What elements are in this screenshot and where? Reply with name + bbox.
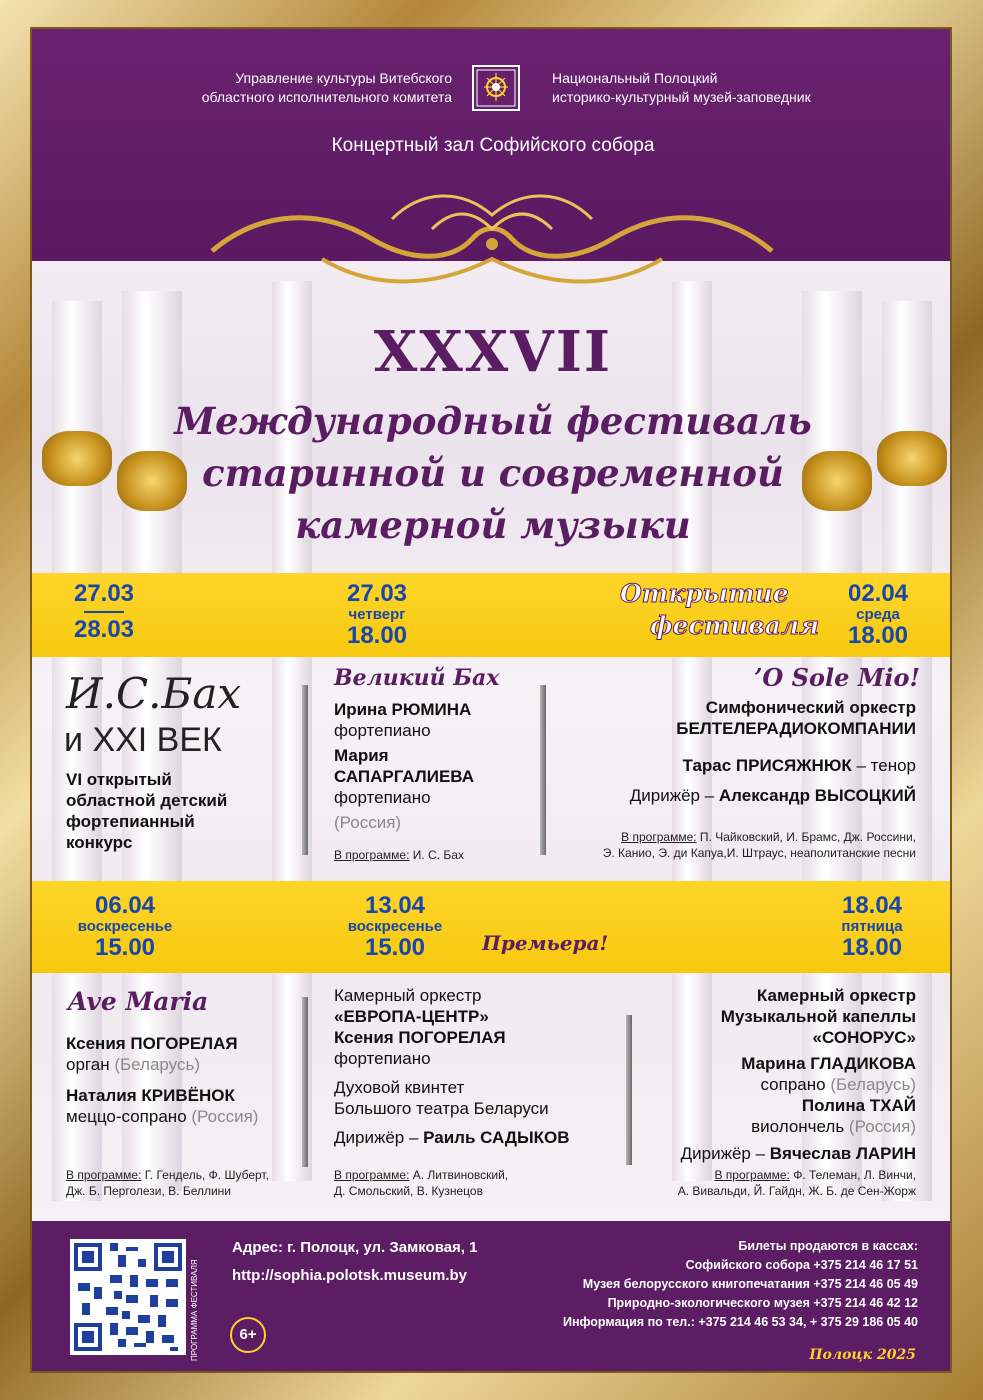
block4-p2-country: (Россия) (191, 1107, 259, 1126)
block3-program-label: В программе: (621, 830, 697, 844)
block4-program-label: В программе: (66, 1168, 142, 1182)
block4-p2-role: меццо-сопрано (66, 1107, 192, 1126)
org-right-line1: Национальный Полоцкий (552, 70, 718, 86)
date-1-dash (84, 611, 124, 613)
block2-program-label: В программе: (334, 848, 410, 862)
org-left-line2: областного исполнительного комитета (201, 89, 452, 105)
block4-p1-country: (Беларусь) (114, 1055, 200, 1074)
block6-p1-name: Марина ГЛАДИКОВА (741, 1054, 916, 1073)
date-4-time: 15.00 (94, 934, 156, 961)
block6-program (678, 1167, 916, 1199)
block4-heading: Ave Maria (68, 987, 209, 1016)
block6-p2-role: виолончель (751, 1117, 849, 1136)
block6-p1-role: сопрано (760, 1075, 831, 1094)
block2-heading: Великий Бах (334, 665, 500, 691)
block6-orch2: Музыкальной капеллы (720, 1007, 916, 1026)
date-6 (822, 893, 922, 961)
block6-orch1: Камерный оркестр (756, 986, 916, 1005)
block3-program-line2: Э. Канио, Э. ди Капуа,И. Штраус, неаполитанские песни (602, 846, 916, 860)
tickets-title: Билеты продаются в кассах: (738, 1239, 918, 1253)
block2-p2-country: (Россия) (334, 813, 402, 832)
date-3-weekday: среда (856, 606, 900, 623)
block2-p2-name1: Мария (334, 746, 389, 765)
block4-p1-name: Ксения ПОГОРЕЛАЯ (66, 1034, 238, 1053)
date-6-time: 18.00 (841, 934, 903, 961)
competition-desc (66, 769, 227, 853)
date-5 (330, 893, 460, 961)
block5-cond-label: Дирижёр – (334, 1128, 424, 1147)
date-4-weekday: воскресенье (77, 918, 173, 935)
qr-code[interactable] (70, 1239, 186, 1355)
museum-logo-icon (470, 63, 522, 113)
date-1 (64, 581, 144, 643)
divider-3 (302, 997, 308, 1167)
title-line3: камерной музыки (295, 503, 691, 547)
age-rating-badge: 6+ (230, 1317, 266, 1353)
address: Адрес: г. Полоцк, ул. Замковая, 1 (232, 1239, 478, 1256)
block3-orch1: Симфонический оркестр (705, 698, 916, 717)
block2-p2-name2: САПАРГАЛИЕВА (334, 767, 474, 786)
date-2 (332, 581, 422, 649)
date-5-time: 15.00 (364, 934, 426, 961)
block2-program-text: И. С. Бах (412, 848, 464, 862)
date-4 (60, 893, 190, 961)
tickets-line2: Музея белорусского книгопечатания +375 214 46 05 49 (582, 1277, 918, 1291)
concert-hall: Концертный зал Софийского собора (331, 135, 655, 156)
org-left (72, 69, 452, 107)
block6-p1-country: (Беларусь) (830, 1075, 916, 1094)
premiere-label: Премьера! (482, 931, 609, 955)
competition-desc-3: фортепианный (66, 812, 195, 831)
tickets-line1: Софийского собора +375 214 46 17 51 (685, 1258, 918, 1272)
website-link[interactable]: http://sophia.polotsk.museum.by (232, 1267, 468, 1284)
block3-tenor-name: Тарас ПРИСЯЖНЮК (682, 756, 852, 775)
org-right (552, 69, 912, 107)
bach-logo-line1: И.С.Бах (66, 669, 242, 718)
block5-program (334, 1167, 508, 1199)
block3-tenor-role: – тенор (851, 756, 916, 775)
block5-program-label: В программе: (334, 1168, 410, 1182)
block6-body (681, 1053, 916, 1164)
date-2-weekday: четверг (348, 606, 406, 623)
title-line1: Международный фестиваль (174, 399, 812, 443)
date-6-day: 18.04 (841, 892, 903, 919)
date-3-day: 02.04 (847, 580, 909, 607)
date-1-end: 28.03 (73, 616, 135, 643)
block6-cond-label: Дирижёр – (680, 1144, 770, 1163)
block5-p1-role: фортепиано (334, 1049, 431, 1068)
block4-body (66, 1033, 258, 1127)
block2-program (334, 847, 464, 863)
block3-program-line1: П. Чайковский, И. Брамс, Дж. Россини, (696, 830, 916, 844)
ornament-flourish (202, 189, 782, 299)
date-4-day: 06.04 (94, 892, 156, 919)
block6-orch3: «СОНОРУС» (812, 1028, 916, 1047)
block3-heading: ’O Sole Mio! (754, 663, 920, 692)
block3-orchestra (676, 697, 916, 739)
org-left-line1: Управление культуры Витебского (235, 70, 452, 86)
poster (30, 27, 952, 1373)
divider-1 (302, 685, 308, 855)
block6-cond-name: Вячеслав ЛАРИН (769, 1144, 916, 1163)
block5-quint2: Большого театра Беларуси (334, 1099, 549, 1118)
block6-p2-country: (Россия) (848, 1117, 916, 1136)
block6-p2-name: Полина ТХАЙ (801, 1096, 916, 1115)
block4-p2-name: Наталия КРИВЁНОК (66, 1086, 235, 1105)
block5-orch2: «ЕВРОПА-ЦЕНТР» (334, 1007, 489, 1026)
date-3-time: 18.00 (847, 622, 909, 649)
block5-program-line1: А. Литвиновский, (409, 1168, 509, 1182)
block3-orch2: БЕЛТЕЛЕРАДИОКОМПАНИИ (676, 719, 916, 738)
block6-program-line1: Ф. Телеман, Л. Винчи, (789, 1168, 916, 1182)
date-2-time: 18.00 (346, 622, 408, 649)
block6-orchestra (721, 985, 916, 1048)
date-3 (832, 581, 924, 649)
block5-quint1: Духовой квинтет (334, 1078, 465, 1097)
festival-number: XXXVII (373, 319, 613, 385)
block2-p2-role: фортепиано (334, 788, 431, 807)
block4-program-line2: Дж. Б. Перголези, В. Беллини (66, 1184, 232, 1198)
block5-body (334, 985, 570, 1148)
block4-program (66, 1167, 269, 1199)
opening-line2: фестиваля (650, 611, 820, 640)
block5-cond-name: Раиль САДЫКОВ (423, 1128, 570, 1147)
competition-desc-2: областной детский (66, 791, 228, 810)
competition-desc-1: VI открытый (66, 770, 172, 789)
block3-program (603, 829, 916, 861)
block3-tenor (682, 755, 916, 776)
date-5-weekday: воскресенье (347, 918, 443, 935)
block5-program-line2: Д. Смольский, В. Кузнецов (334, 1184, 483, 1198)
block3-cond-name: Александр ВЫСОЦКИЙ (718, 786, 916, 805)
competition-desc-4: конкурс (66, 833, 133, 852)
opening-line1: Открытие (620, 579, 789, 608)
block4-program-line1: Г. Гендель, Ф. Шуберт, (141, 1168, 269, 1182)
qr-label: ПРОГРАММА ФЕСТИВАЛЯ (190, 1259, 199, 1361)
title-line2: старинной и современной (202, 451, 784, 495)
tickets-info (458, 1237, 918, 1332)
bach-logo-line2: и XXI ВЕК (64, 721, 222, 759)
divider-2 (540, 685, 546, 855)
city-year: Полоцк 2025 (809, 1347, 916, 1363)
block5-p1-name: Ксения ПОГОРЕЛАЯ (334, 1028, 506, 1047)
block6-program-label: В программе: (714, 1168, 790, 1182)
block5-orch1: Камерный оркестр (334, 986, 482, 1005)
block2-p1-role: фортепиано (334, 721, 431, 740)
org-right-line2: историко-культурный музей-заповедник (552, 89, 811, 105)
date-5-day: 13.04 (364, 892, 426, 919)
date-1-start: 27.03 (73, 580, 135, 607)
block4-p1-role: орган (66, 1055, 115, 1074)
block2-body (334, 699, 474, 833)
block2-p1-name: Ирина РЮМИНА (334, 700, 472, 719)
block3-conductor (630, 785, 916, 806)
tickets-line4: Информация по тел.: +375 214 46 53 34, + 375 29 186 05 40 (562, 1315, 918, 1329)
date-6-weekday: пятница (841, 918, 903, 935)
block6-program-line2: А. Вивальди, Й. Гайдн, Ж. Б. де Сен-Жорж (677, 1184, 916, 1198)
tickets-line3: Природно-экологического музея +375 214 46 42 12 (607, 1296, 918, 1310)
divider-4 (626, 1015, 632, 1165)
date-2-day: 27.03 (346, 580, 408, 607)
block3-cond-label: Дирижёр – (629, 786, 719, 805)
